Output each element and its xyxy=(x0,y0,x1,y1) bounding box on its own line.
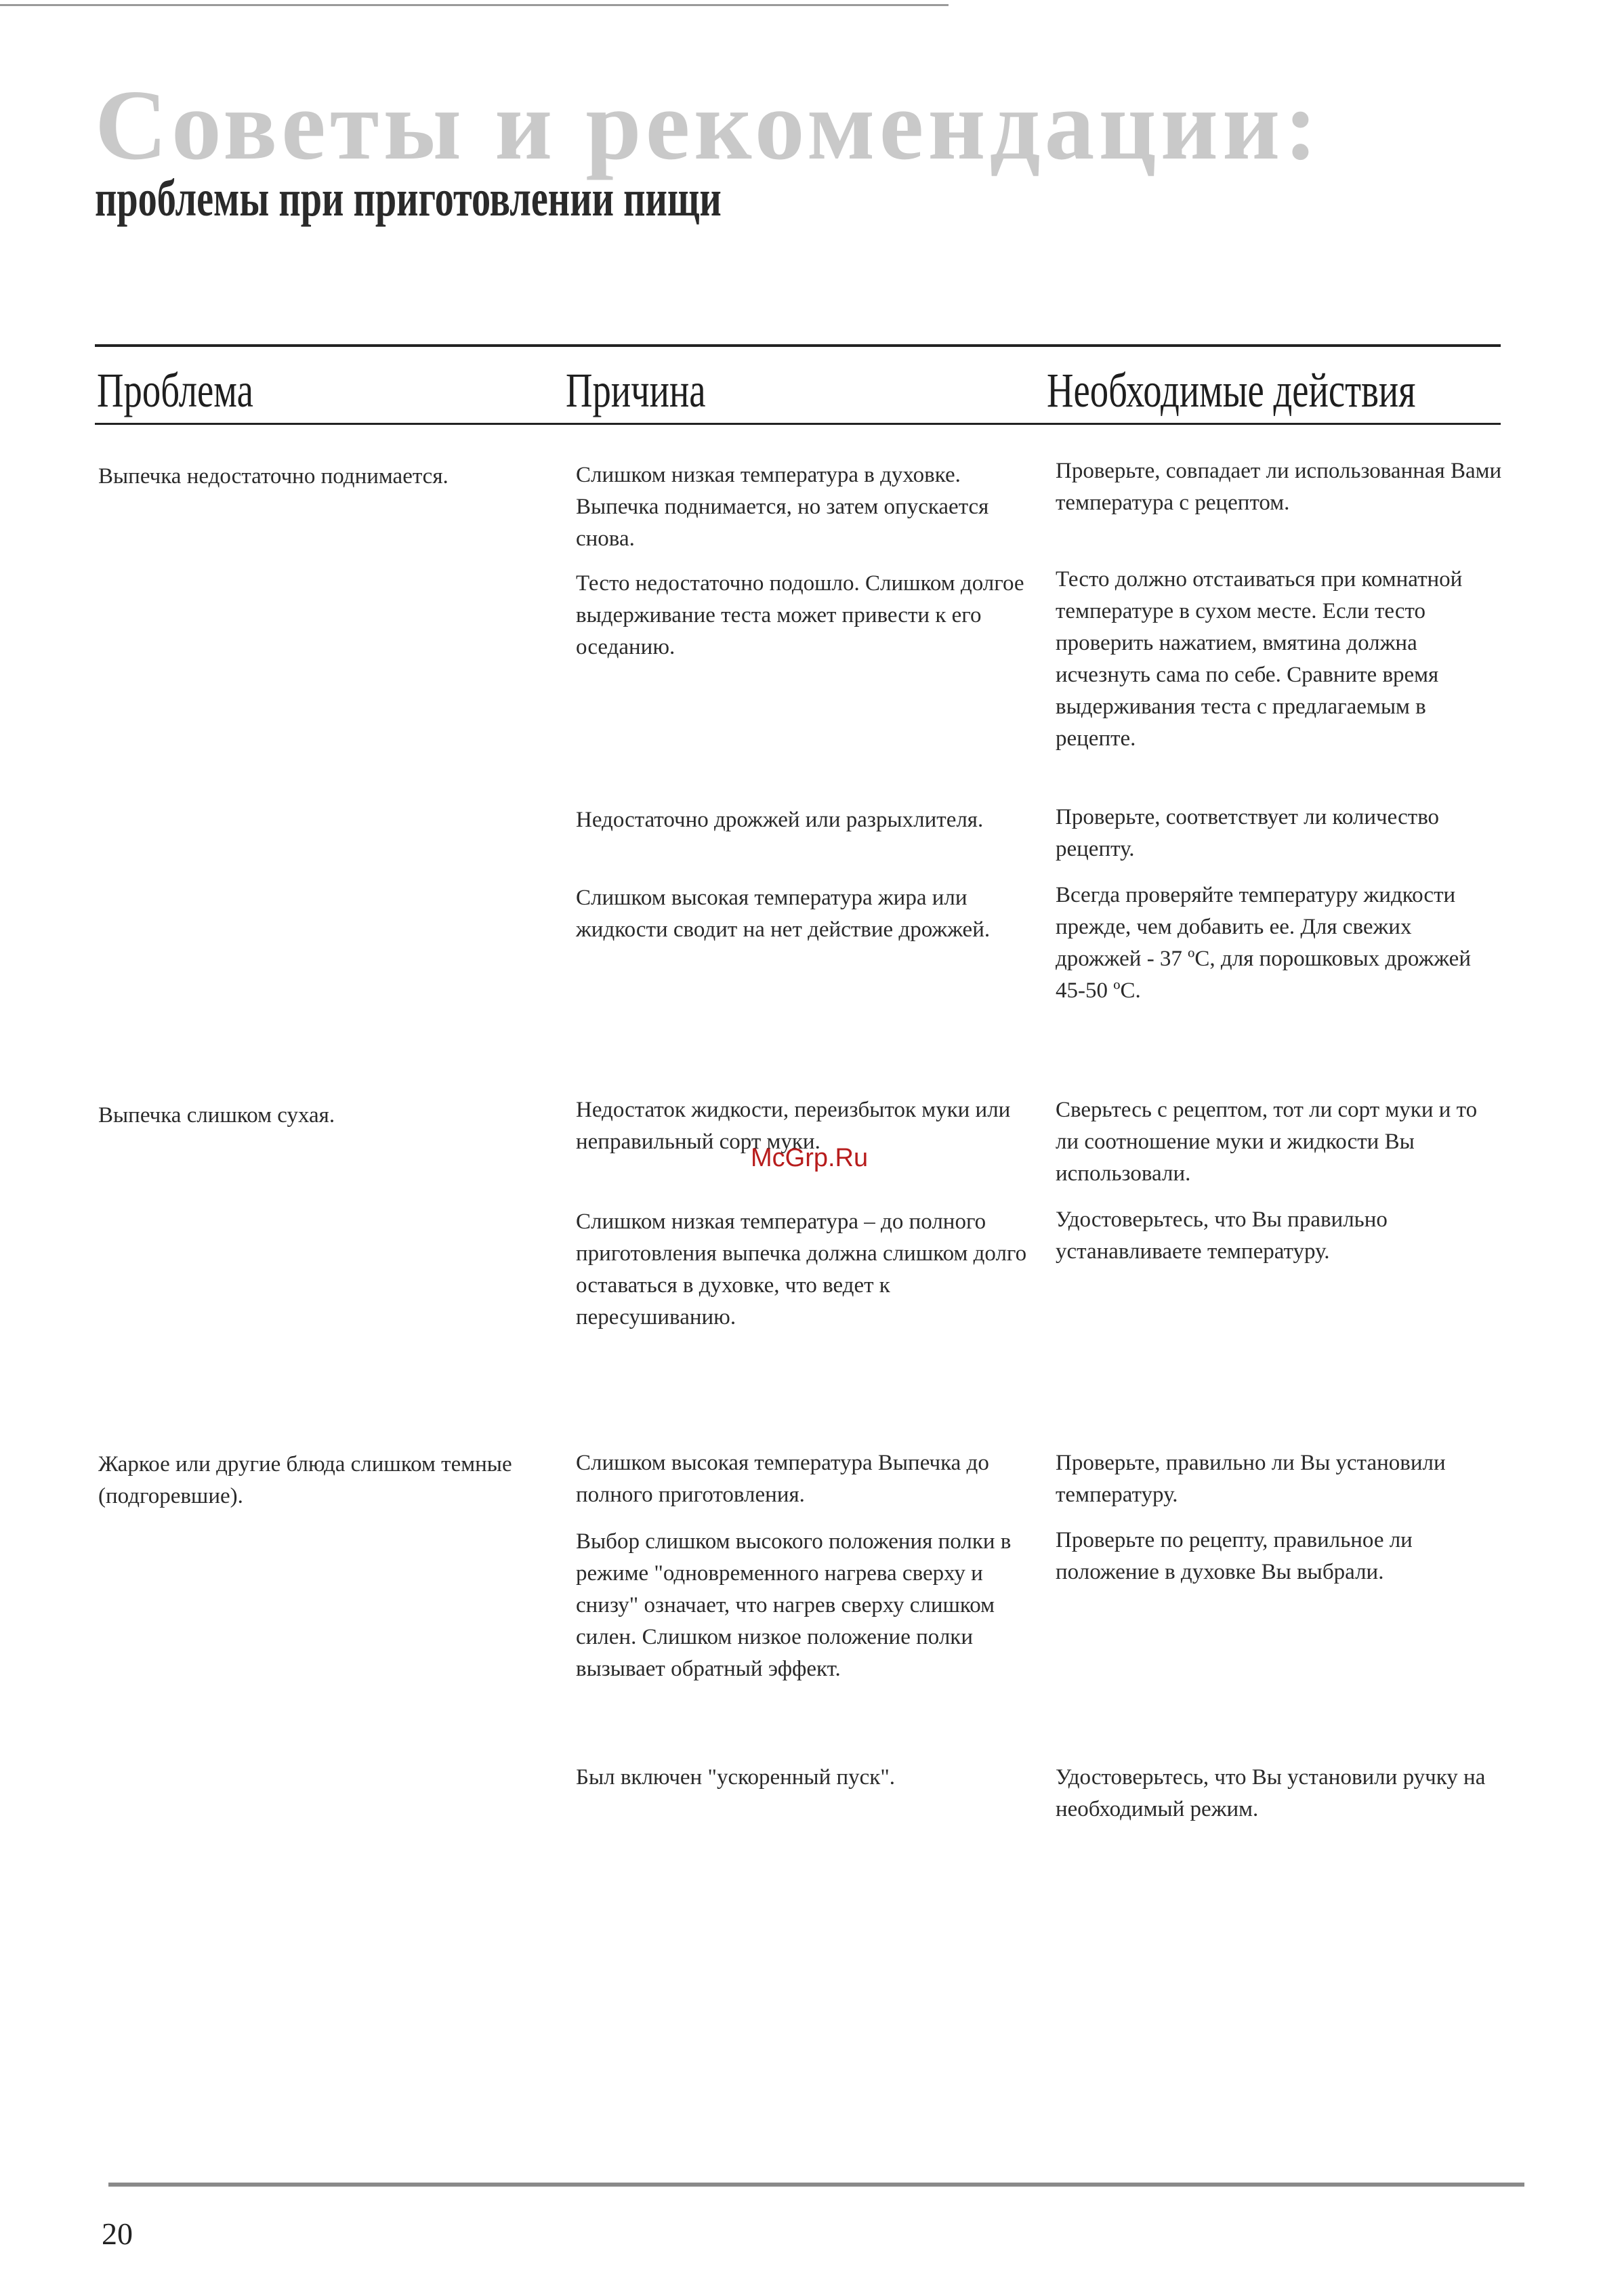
table-top-rule xyxy=(95,344,1501,347)
action-cell: Всегда проверяйте температуру жидкости прежде, чем добавить ее. Для свежих дрожжей - 37 ºС, для порошковых дрожжей 45-50 ºС. xyxy=(1056,883,1471,1003)
top-rule xyxy=(0,4,949,6)
column-header-action: Необходимые действия xyxy=(1047,363,1416,417)
problem-cell: Жаркое или другие блюда слишком темные (подгоревшие). xyxy=(98,1452,512,1508)
cause-cell: Слишком низкая температура в духовке. Выпечка поднимается, но затем опускается снова. xyxy=(576,463,989,551)
column-header-cause: Причина xyxy=(566,363,706,417)
page-title: Советы и рекомендации: xyxy=(95,70,1322,181)
column-header-problem: Проблема xyxy=(97,363,253,417)
action-cell: Проверьте, совпадает ли использованная Вами температура с рецептом. xyxy=(1056,459,1502,515)
problem-cell: Выпечка слишком сухая. xyxy=(98,1103,335,1128)
cause-cell: Выбор слишком высокого положения полки в режиме "одновременного нагрева сверху и снизу" означает, что нагрев сверху слишком силен. Слишком низкое положение полки вызывает обратный эффект. xyxy=(576,1529,1012,1681)
action-cell: Проверьте по рецепту, правильное ли положение в духовке Вы выбрали. xyxy=(1056,1528,1413,1584)
cause-cell: Был включен "ускоренный пуск". xyxy=(576,1765,896,1790)
footer-rule xyxy=(108,2183,1524,2187)
action-cell: Проверьте, правильно ли Вы установили температуру. xyxy=(1056,1451,1446,1507)
page-number: 20 xyxy=(102,2216,133,2251)
cause-cell: Слишком низкая температура – до полного приготовления выпечка должна слишком долго оставаться в духовке, что ведет к пересушиванию. xyxy=(576,1210,1027,1329)
cause-cell: Слишком высокая температура жира или жидкости сводит на нет действие дрожжей. xyxy=(576,886,991,942)
cause-cell: Недостаточно дрожжей или разрыхлителя. xyxy=(576,808,984,832)
action-cell: Удостоверьтесь, что Вы правильно устанавливаете температуру. xyxy=(1056,1207,1388,1264)
table-header-rule xyxy=(95,423,1501,425)
action-cell: Проверьте, соответствует ли количество рецепту. xyxy=(1056,805,1440,861)
cause-cell: Слишком высокая температура Выпечка до полного приготовления. xyxy=(576,1451,989,1507)
action-cell: Удостоверьтесь, что Вы установили ручку на необходимый режим. xyxy=(1056,1765,1486,1821)
action-cell: Сверьтесь с рецептом, тот ли сорт муки и то ли соотношение муки и жидкости Вы использовали. xyxy=(1056,1098,1478,1186)
page-subtitle: проблемы при приготовлении пищи xyxy=(95,170,722,227)
watermark: McGrp.Ru xyxy=(751,1144,869,1172)
action-cell: Тесто должно отстаиваться при комнатной температуре в сухом месте. Если тесто проверить нажатием, вмятина должна исчезнуть сама по себе. Сравните время выдерживания теста с предлагаемым в рецепте. xyxy=(1056,567,1463,751)
problem-cell: Выпечка недостаточно поднимается. xyxy=(98,464,449,489)
cause-cell: Тесто недостаточно подошло. Слишком долгое выдерживание теста может привести к его оседанию. xyxy=(576,571,1024,659)
cause-cell: Недостаток жидкости, переизбыток муки или неправильный сорт муки. xyxy=(576,1098,1011,1154)
